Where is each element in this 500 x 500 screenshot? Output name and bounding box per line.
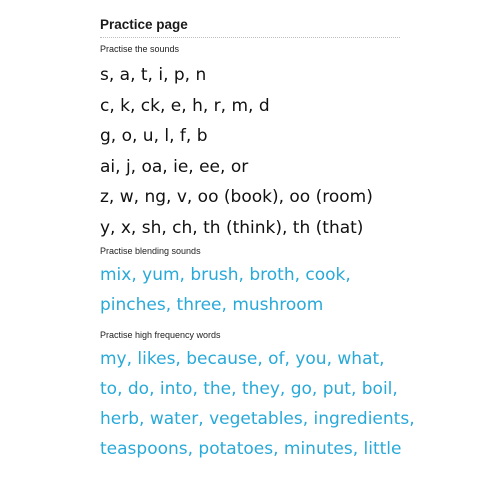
high-frequency-line: teaspoons, potatoes, minutes, little	[100, 439, 402, 459]
high-frequency-line: to, do, into, the, they, go, put, boil,	[100, 379, 398, 399]
sounds-line: s, a, t, i, p, n	[100, 65, 207, 85]
sounds-section-label: Practise the sounds	[100, 44, 180, 54]
title-divider	[100, 37, 400, 38]
page-title: Practice page	[100, 17, 188, 32]
high-frequency-section-label: Practise high frequency words	[100, 330, 221, 340]
high-frequency-list	[100, 344, 415, 464]
blending-line: mix, yum, brush, broth, cook,	[100, 265, 351, 285]
blending-section-label: Practise blending sounds	[100, 246, 201, 256]
blending-list	[100, 260, 351, 320]
sounds-line: c, k, ck, e, h, r, m, d	[100, 95, 270, 116]
sounds-line: z, w, ng, v, oo (book), oo (room)	[100, 187, 373, 207]
sounds-list	[100, 60, 373, 243]
sounds-line: g, o, u, l, f, b	[100, 126, 208, 146]
high-frequency-line: my, likes, because, of, you, what,	[100, 349, 385, 369]
high-frequency-line: herb, water, vegetables, ingredients,	[100, 409, 415, 429]
sounds-line: y, x, sh, ch, th (think), th (that)	[100, 217, 364, 238]
sounds-line: ai, j, oa, ie, ee, or	[100, 156, 249, 177]
blending-line: pinches, three, mushroom	[100, 295, 324, 315]
